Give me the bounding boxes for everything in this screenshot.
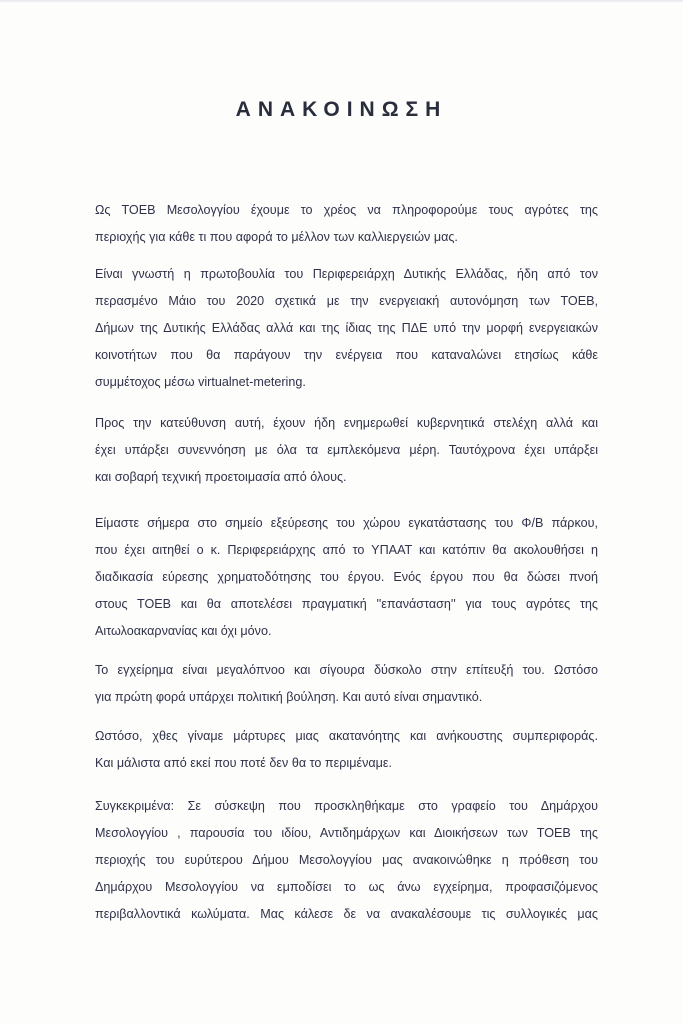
- paragraph-line: Δήμων της Δυτικής Ελλάδας αλλά και της ίδιας της ΠΔΕ υπό την μορφή ενεργειακών: [95, 321, 598, 335]
- paragraph-line: περασμένο Μάιο του 2020 σχετικά με την ενεργειακή αυτονόμηση των ΤΟΕΒ,: [95, 294, 598, 308]
- paragraph-line: Προς την κατεύθυνση αυτή, έχουν ήδη ενημερωθεί κυβερνητικά στελέχη αλλά και: [95, 416, 598, 430]
- scan-edge-shadow: [0, 0, 683, 3]
- paragraph-line: Δημάρχου Μεσολογγίου να εμποδίσει το ως άνω εγχείρημα, προφασιζόμενος: [95, 880, 598, 894]
- paragraph-line: Είμαστε σήμερα στο σημείο εξεύρεσης του χώρου εγκατάστασης του Φ/Β πάρκου,: [95, 516, 598, 530]
- paragraph-line: Το εγχείρημα είναι μεγαλόπνοο και σίγουρα δύσκολο στην επίτευξή του. Ωστόσο: [95, 663, 598, 677]
- paragraph-line: περιοχής για κάθε τι που αφορά το μέλλον των καλλιεργειών μας.: [95, 230, 458, 244]
- paragraph-line: Συγκεκριμένα: Σε σύσκεψη που προσκληθήκαμε στο γραφείο του Δημάρχου: [95, 799, 598, 813]
- paragraph-5: [95, 657, 598, 711]
- paragraph-1: [95, 197, 598, 251]
- paragraph-line: Ως ΤΟΕΒ Μεσολογγίου έχουμε το χρέος να πληροφορούμε τους αγρότες της: [95, 203, 598, 217]
- paragraph-line: περιβαλλοντικά κωλύματα. Μας κάλεσε δε να ανακαλέσουμε τις συλλογικές μας: [95, 907, 598, 921]
- paragraph-line: στους ΤΟΕΒ και θα αποτελέσει πραγματική ''επανάσταση'' για τους αγρότες της: [95, 597, 598, 611]
- paragraph-line: Αιτωλοακαρνανίας και όχι μόνο.: [95, 624, 272, 638]
- paragraph-line: έχει υπάρξει συνεννόηση με όλα τα εμπλεκόμενα μέρη. Ταυτόχρονα έχει υπάρξει: [95, 443, 598, 457]
- paragraph-3: [95, 410, 598, 491]
- paragraph-7: [95, 793, 598, 928]
- paragraph-line: Ωστόσο, χθες γίναμε μάρτυρες μιας ακατανόητης και ανήκουστης συμπεριφοράς.: [95, 729, 598, 743]
- paragraph-6: [95, 723, 598, 777]
- paragraph-4: [95, 510, 598, 645]
- paragraph-line: Είναι γνωστή η πρωτοβουλία του Περιφερειάρχη Δυτικής Ελλάδας, ήδη από τον: [95, 267, 598, 281]
- paragraph-line: Μεσολογγίου , παρουσία του ιδίου, Αντιδημάρχων και Διοικήσεων των ΤΟΕΒ της: [95, 826, 598, 840]
- paragraph-line: Και μάλιστα από εκεί που ποτέ δεν θα το περιμέναμε.: [95, 756, 393, 770]
- paragraph-line: που έχει αιτηθεί ο κ. Περιφερειάρχης από το ΥΠΑΑΤ και κατόπιν θα ακολουθήσει η: [95, 543, 598, 557]
- paragraph-line: συμμέτοχος μέσω virtualnet-metering.: [95, 375, 306, 389]
- paragraph-line: και σοβαρή τεχνική προετοιμασία από όλους.: [95, 470, 347, 484]
- paragraph-line: διαδικασία εύρεσης χρηματοδότησης του έργου. Ενός έργου που θα δώσει πνοή: [95, 570, 598, 584]
- paragraph-2: [95, 261, 598, 396]
- paragraph-line: για πρώτη φορά υπάρχει πολιτική βούληση. Και αυτό είναι σημαντικό.: [95, 690, 483, 704]
- paragraph-line: κοινοτήτων που θα παράγουν την ενέργεια που καταναλώνει ετησίως κάθε: [95, 348, 598, 362]
- paragraph-line: περιοχής του ευρύτερου Δήμου Μεσολογγίου μας ανακοινώθηκε η πρόθεση του: [95, 853, 598, 867]
- announcement-title: ΑΝΑΚΟΙΝΩΣΗ: [235, 98, 448, 121]
